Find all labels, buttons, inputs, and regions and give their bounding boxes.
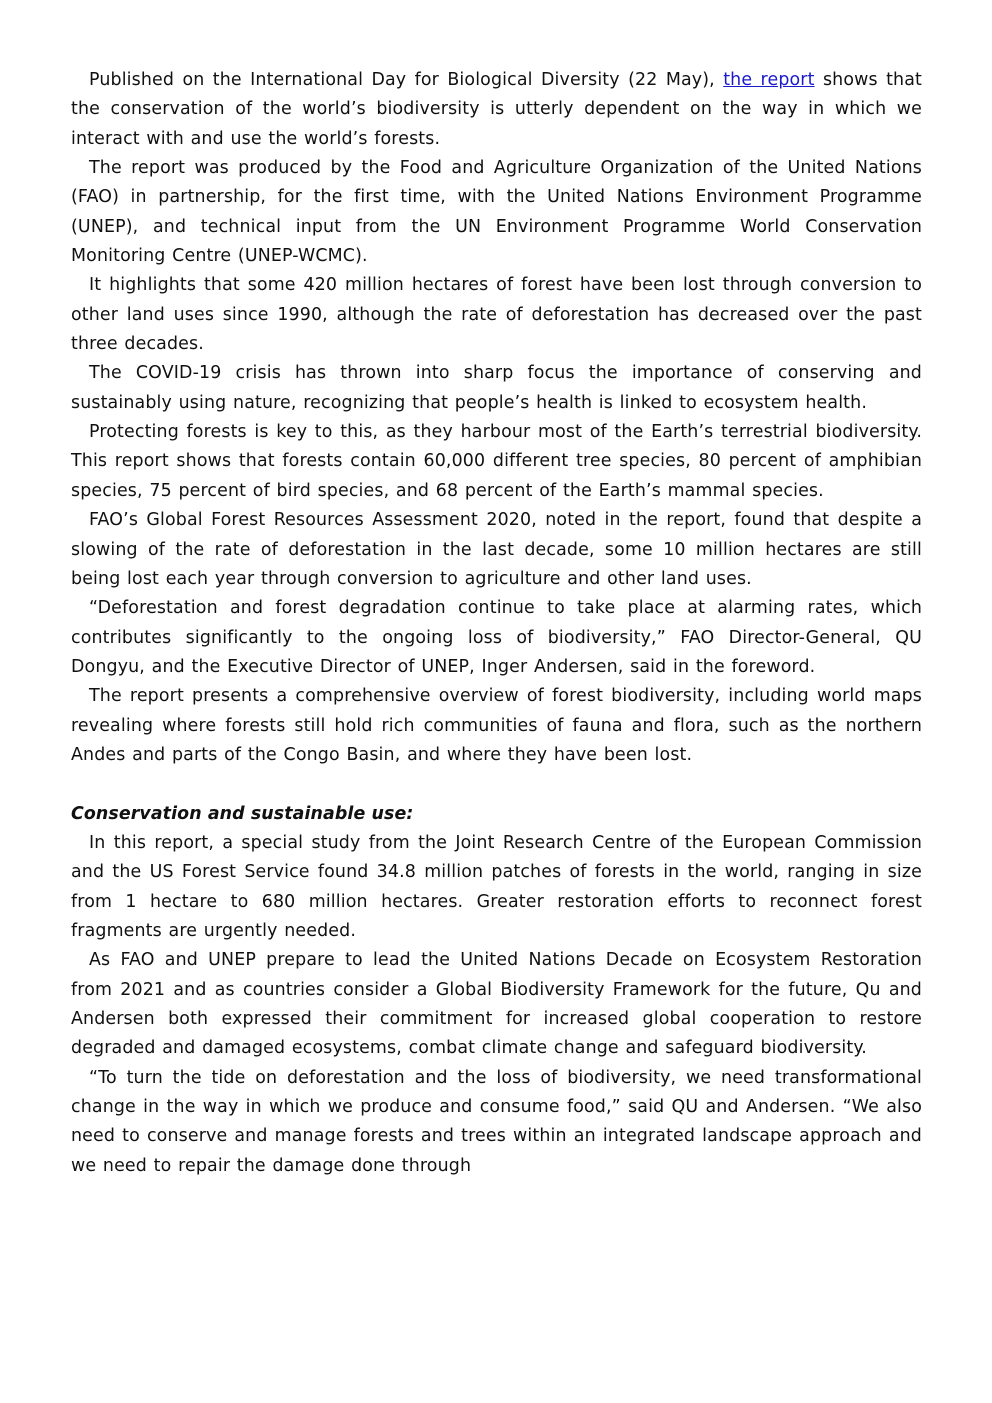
paragraph-decade-restoration: As FAO and UNEP prepare to lead the United Nations Decade on Ecosystem Restoration from 2021 and as countries consider a Global Biodiversity Framework for the future, Qu and Andersen both expressed their commitment for increased global cooperation to restore degraded and damaged ecosystems, combat climate change and safeguard biodiversity. [71, 950, 922, 1059]
paragraph-overview: The report presents a comprehensive overview of forest biodiversity, including world maps revealing where forests still hold rich communities of fauna and flora, such as the northern Andes and parts of the Congo Basin, and where they have been lost. [71, 686, 922, 765]
intro-text-before: Published on the International Day for Biological Diversity (22 May), [89, 70, 724, 90]
paragraph-forest-loss: It highlights that some 420 million hectares of forest have been lost through conversion to other land uses since 1990, although the rate of deforestation has decreased over the past three decades. [71, 275, 922, 355]
paragraph-special-study: In this report, a special study from the Joint Research Centre of the European Commission and the US Forest Service found 34.8 million patches of forests in the world, ranging in size from 1 hectare to 680 million hectares. Greater restoration efforts to reconnect forest fragments are urgently needed. [71, 832, 922, 941]
paragraph-protecting-forests: Protecting forests is key to this, as they harbour most of the Earth’s terrestrial biodiversity. This report shows that forests contain 60,000 different tree species, 80 percent of amphibian species, 75 percent of bird species, and 68 percent of the Earth’s mammal species. [71, 422, 922, 501]
paragraph-covid: The COVID-19 crisis has thrown into sharp focus the importance of conserving and sustainably using nature, recognizing that people’s health is linked to ecosystem health. [71, 363, 922, 413]
paragraph-fra-2020: FAO’s Global Forest Resources Assessment 2020, noted in the report, found that despite a slowing of the rate of deforestation in the last decade, some 10 million hectares are still being lost each year through conversion to agriculture and other land uses. [71, 510, 922, 589]
paragraph-intro [71, 66, 922, 154]
report-link[interactable]: the report [723, 70, 815, 90]
paragraph-foreword-quote: “Deforestation and forest degradation continue to take place at alarming rates, which contributes significantly to the ongoing loss of biodiversity,” FAO Director-General, QU Dongyu, and the Executive Director of UNEP, Inger Andersen, said in the foreword. [71, 598, 922, 677]
section-spacer [71, 770, 922, 799]
intro-text-after: shows that the conservation of the world’s biodiversity is utterly dependent on the way in which we interact with and use the world’s forests. [71, 70, 922, 149]
paragraph-report-production: The report was produced by the Food and Agriculture Organization of the United Nations (FAO) in partnership, for the first time, with the United Nations Environment Programme (UNEP), and technical input from the UN Environment Programme World Conservation Monitoring Centre (UNEP-WCMC). [71, 158, 922, 267]
paragraph-transformational-change: “To turn the tide on deforestation and the loss of biodiversity, we need transformational change in the way in which we produce and consume food,” said QU and Andersen. “We also need to conserve and manage forests and trees within an integrated landscape approach and we need to repair the damage done through [71, 1067, 922, 1176]
article-body [71, 66, 922, 1181]
section-heading: Conservation and sustainable use: [71, 803, 414, 824]
